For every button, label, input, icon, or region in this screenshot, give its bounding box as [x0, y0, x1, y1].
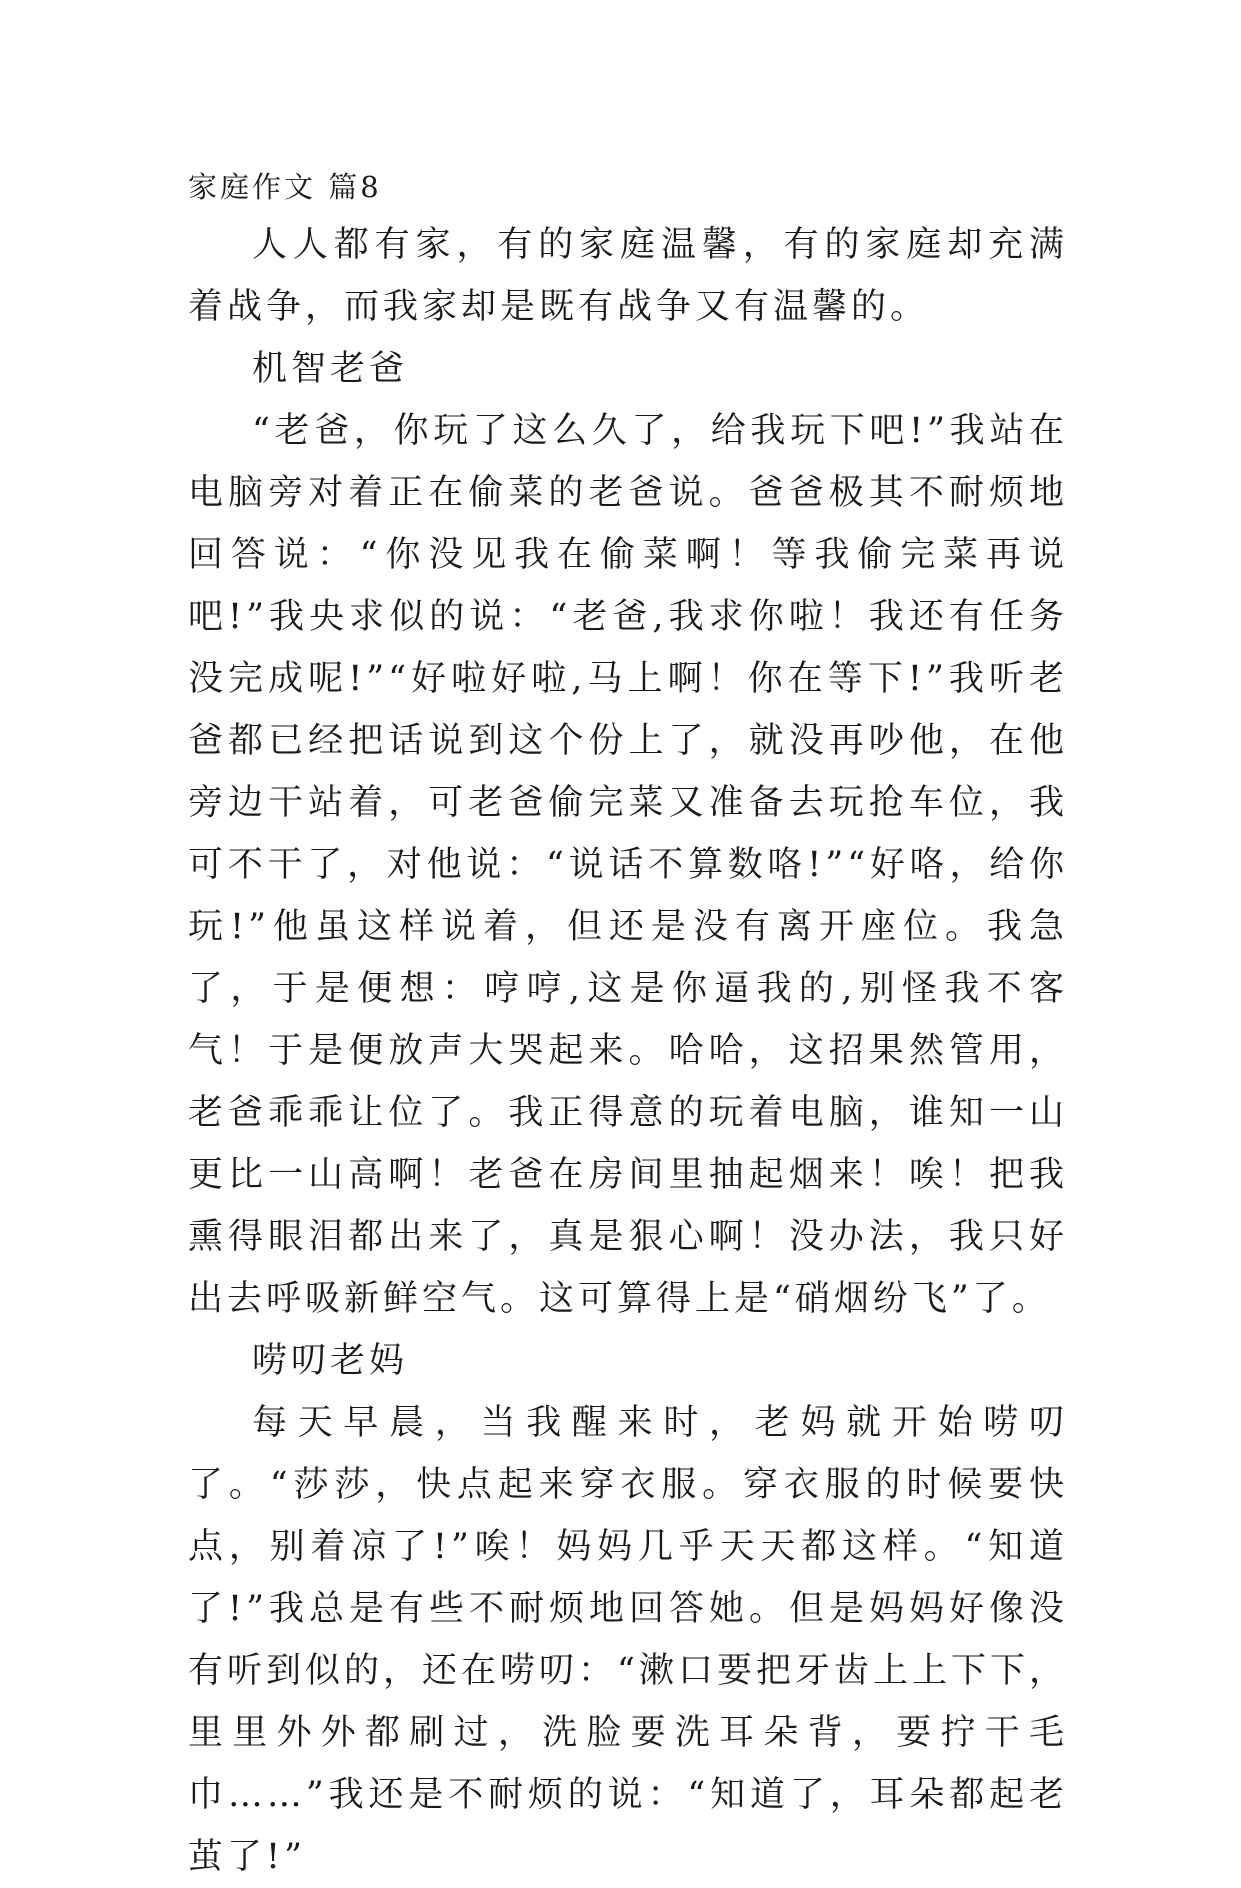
- intro-paragraph: 人人都有家，有的家庭温馨，有的家庭却充满着战争，而我家却是既有战争又有温馨的。: [188, 225, 1068, 327]
- section-paragraph-dad: “老爸，你玩了这么久了，给我玩下吧!”我站在电脑旁对着正在偷菜的老爸说。爸爸极其不耐烦地回答说：“你没见我在偷菜啊！等我偷完菜再说吧!”我央求似的说：“老爸,我求你啦！我还有任务没完成呢!”“好啦好啦,马上啊！你在等下!”我听老爸都已经把话说到这个份上了，就没再吵他，在他旁边干站着，可老爸偷完菜又准备去玩抢车位，我可不干了，对他说：“说话不算数咯!”“好咯，给你玩!”他虽这样说着，但还是没有离开座位。我急了，于是便想：哼哼,这是你逼我的,别怪我不客气！于是便放声大哭起来。哈哈，这招果然管用，老爸乖乖让位了。我正得意的玩着电脑，谁知一山更比一山高啊！老爸在房间里抽起烟来！唉！把我熏得眼泪都出来了，真是狠心啊！没办法，我只好出去呼吸新鲜空气。这可算得上是“硝烟纷飞”了。: [188, 411, 1068, 1319]
- document-body: [188, 160, 1068, 1888]
- document-title: 家庭作文 篇8: [188, 170, 382, 204]
- section-heading-dad: 机智老爸: [252, 349, 409, 389]
- section-heading-mom: 唠叨老妈: [252, 1341, 409, 1381]
- section-paragraph-mom: 每天早晨，当我醒来时，老妈就开始唠叨了。“莎莎，快点起来穿衣服。穿衣服的时候要快点，别着凉了!”唉！妈妈几乎天天都这样。“知道了!”我总是有些不耐烦地回答她。但是妈妈好像没有听到似的，还在唠叨：“漱口要把牙齿上上下下，里里外外都刷过，洗脸要洗耳朵背，要拧干毛巾……”我还是不耐烦的说：“知道了，耳朵都起老茧了!”: [188, 1403, 1068, 1877]
